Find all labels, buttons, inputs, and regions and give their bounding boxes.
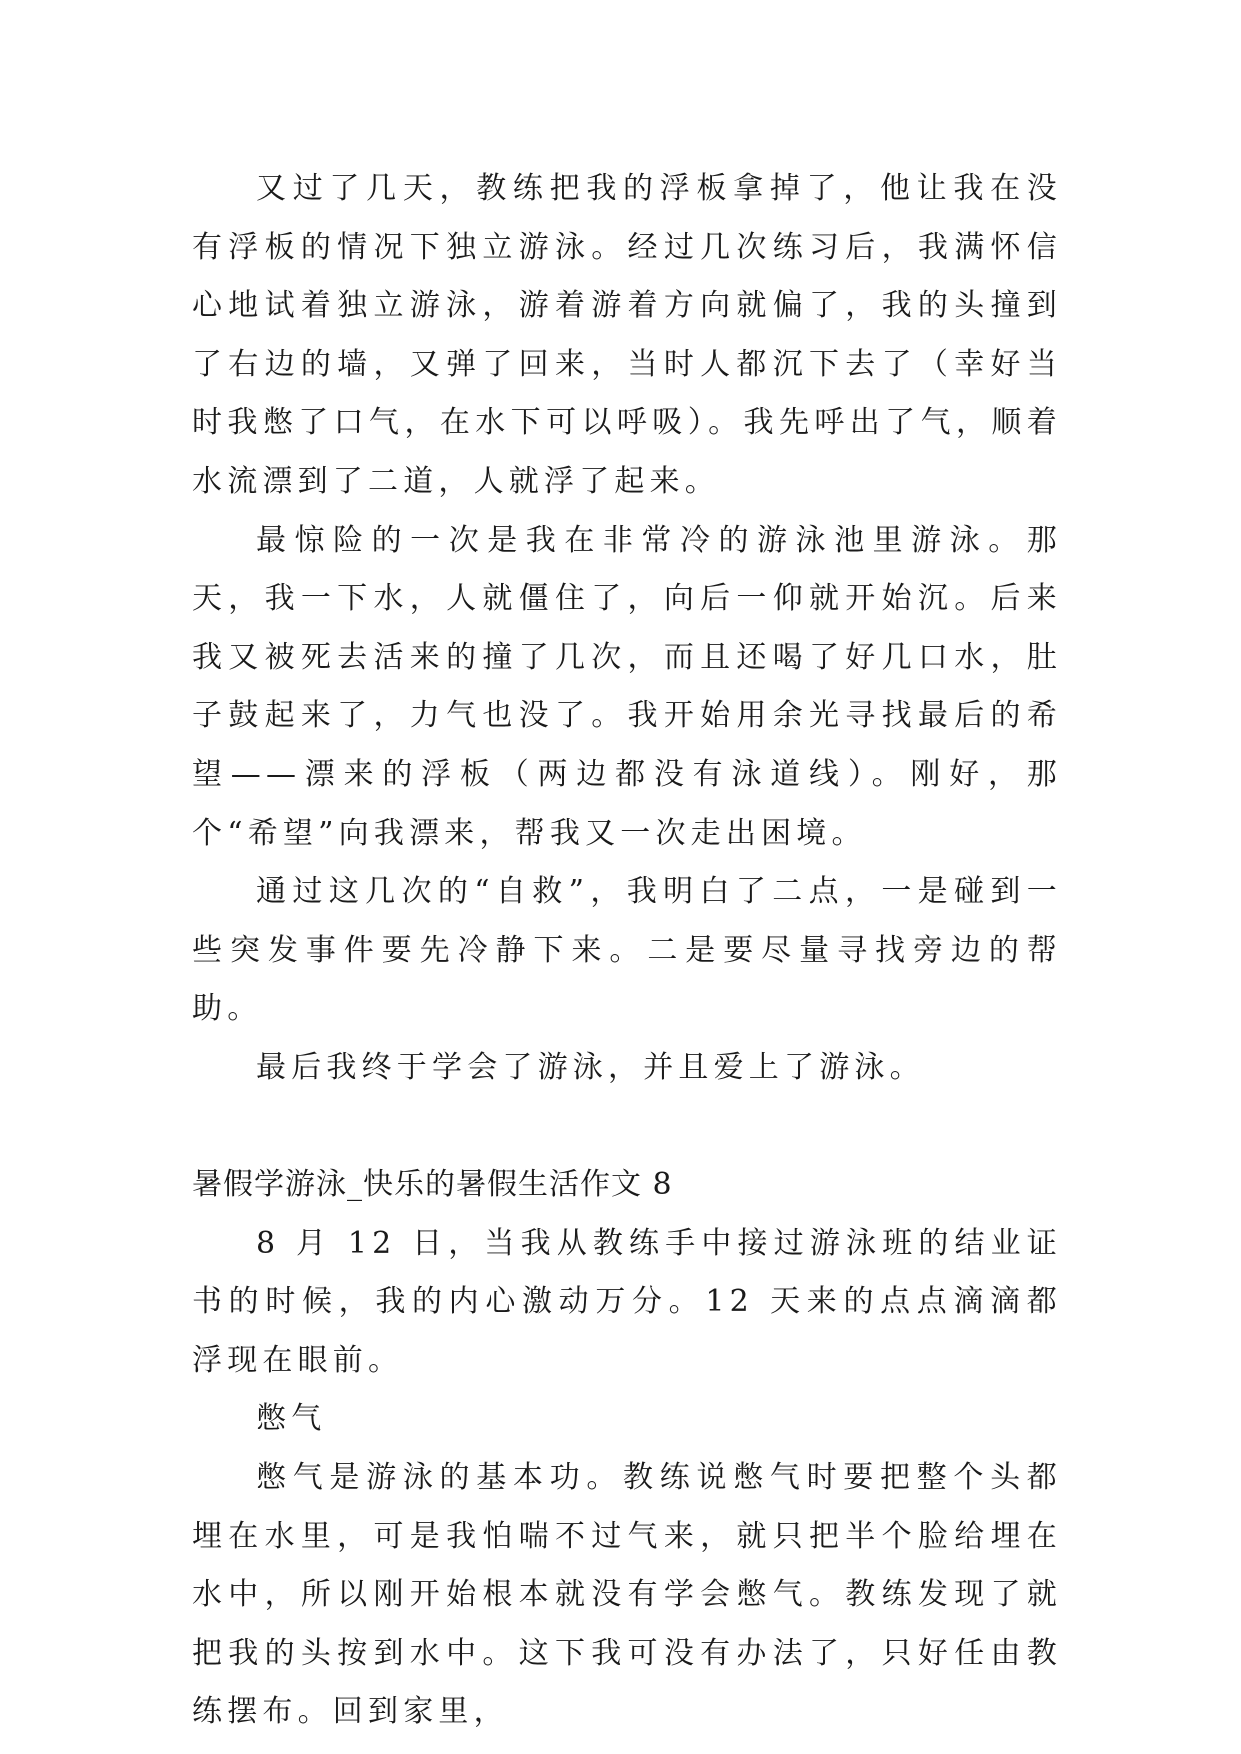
paragraph-4: 最后我终于学会了游泳，并且爱上了游泳。 [256, 1049, 925, 1085]
section-spacer [192, 1098, 1062, 1157]
paragraph-3: 通过这几次的“自救”，我明白了二点，一是碰到一些突发事件要先冷静下来。二是要尽量寻找旁边的帮助。 [192, 874, 1062, 1027]
subheading-breath-holding: 憋气 [256, 1401, 327, 1437]
paragraph-5: 8 月 12 日，当我从教练手中接过游泳班的结业证书的时候，我的内心激动万分。12 天来的点点滴滴都浮现在眼前。 [192, 1225, 1062, 1378]
paragraph-2: 最惊险的一次是我在非常冷的游泳池里游泳。那天，我一下水，人就僵住了，向后一仰就开始沉。后来我又被死去活来的撞了几次，而且还喝了好几口水，肚子鼓起来了，力气也没了。我开始用余光寻找最后的希望——漂来的浮板（两边都没有泳道线）。刚好，那个“希望”向我漂来，帮我又一次走出困境。 [192, 522, 1062, 851]
paragraph-6: 憋气是游泳的基本功。教练说憋气时要把整个头都埋在水里，可是我怕喘不过气来，就只把半个脸给埋在水中，所以刚开始根本就没有学会憋气。教练发现了就把我的头按到水中。这下我可没有办法了，只好任由教练摆布。回到家里， [192, 1460, 1062, 1730]
document-body [192, 160, 1062, 1742]
section-title: 暑假学游泳_快乐的暑假生活作文 8 [192, 1167, 673, 1203]
paragraph-1: 又过了几天，教练把我的浮板拿掉了，他让我在没有浮板的情况下独立游泳。经过几次练习后，我满怀信心地试着独立游泳，游着游着方向就偏了，我的头撞到了右边的墙，又弹了回来，当时人都沉下去了（幸好当时我憋了口气，在水下可以呼吸）。我先呼出了气，顺着水流漂到了二道，人就浮了起来。 [192, 171, 1062, 499]
